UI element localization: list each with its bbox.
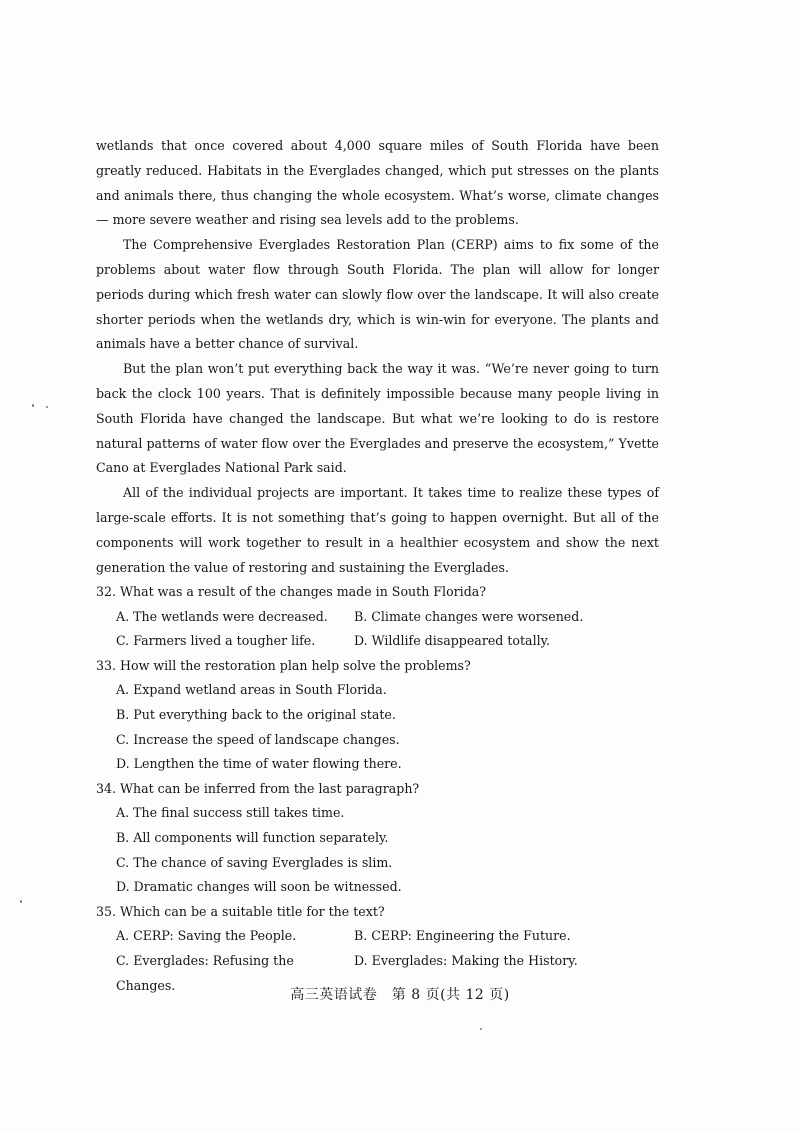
option-c: C. Farmers lived a tougher life. [116, 633, 316, 649]
passage-paragraph-2: The Comprehensive Everglades Restoration Plan (CERP) aims to fix some of the problems about water flow through South Florida. The plan will allow for longer periods during which fresh water can slowly flow over the landscape. It will also create shorter periods when the wetlands dry, which is win-win for everyone. The plants and animals have a better chance of survival. [96, 237, 659, 352]
option-c: C. Increase the speed of landscape changes. [116, 731, 400, 747]
option-a: A. The final success still takes time. [116, 805, 345, 821]
option-row [116, 924, 696, 949]
option-c: C. The chance of saving Everglades is slim. [116, 854, 393, 870]
passage-paragraph-3: But the plan won’t put everything back the way it was. “We’re never going to turn back the clock 100 years. That is definitely impossible because many people living in South Florida have changed the landscape. But what we’re looking to do is restore natural patterns of water flow over the Everglades and preserve the ecosystem,” Yvette Cano at Everglades National Park said. [96, 361, 659, 476]
question-stem: 32. What was a result of the changes made in South Florida? [96, 584, 487, 599]
option-a: A. The wetlands were decreased. [116, 608, 328, 624]
option-b: B. Climate changes were worsened. [354, 608, 584, 624]
scan-speck [46, 406, 48, 408]
option-row [116, 629, 696, 654]
question-list [96, 580, 696, 998]
question-stem: 35. Which can be a suitable title for the text? [96, 903, 385, 919]
question-stem: 34. What can be inferred from the last paragraph? [96, 780, 420, 796]
page-footer: 高三英语试卷 第 8 页(共 12 页) [290, 987, 510, 1003]
option-a: A. CERP: Saving the People. [116, 928, 297, 944]
option-c: C. Everglades: Refusing the Changes. [116, 952, 294, 993]
question-32 [96, 580, 696, 654]
scan-speck [20, 900, 22, 903]
option-d: D. Everglades: Making the History. [354, 952, 578, 968]
option-d: D. Dramatic changes will soon be witnessed. [116, 879, 402, 895]
option-b: B. CERP: Engineering the Future. [354, 928, 571, 944]
option-d: D. Wildlife disappeared totally. [354, 633, 551, 649]
reading-passage [96, 134, 659, 580]
question-34 [96, 777, 696, 900]
question-33 [96, 654, 696, 777]
option-b: B. All components will function separately. [116, 829, 389, 845]
question-stem: 33. How will the restoration plan help solve the problems? [96, 657, 471, 673]
option-a: A. Expand wetland areas in South Florida. [116, 682, 387, 698]
option-b: B. Put everything back to the original state. [116, 706, 396, 722]
scan-speck [32, 404, 34, 407]
option-d: D. Lengthen the time of water flowing there. [116, 756, 402, 772]
scan-speck [480, 1028, 482, 1030]
passage-paragraph-1: wetlands that once covered about 4,000 square miles of South Florida have been greatly reduced. Habitats in the Everglades changed, which put stresses on the plants and animals there, thus changing the whole ecosystem. What’s worse, climate changes — more severe weather and rising sea levels add to the problems. [96, 138, 659, 228]
option-row [116, 605, 696, 630]
passage-paragraph-4: All of the individual projects are important. It takes time to realize these types of large-scale efforts. It is not something that’s going to happen overnight. But all of the components will work together to result in a healthier ecosystem and show the next generation the value of restoring and sustaining the Everglades. [96, 485, 659, 575]
